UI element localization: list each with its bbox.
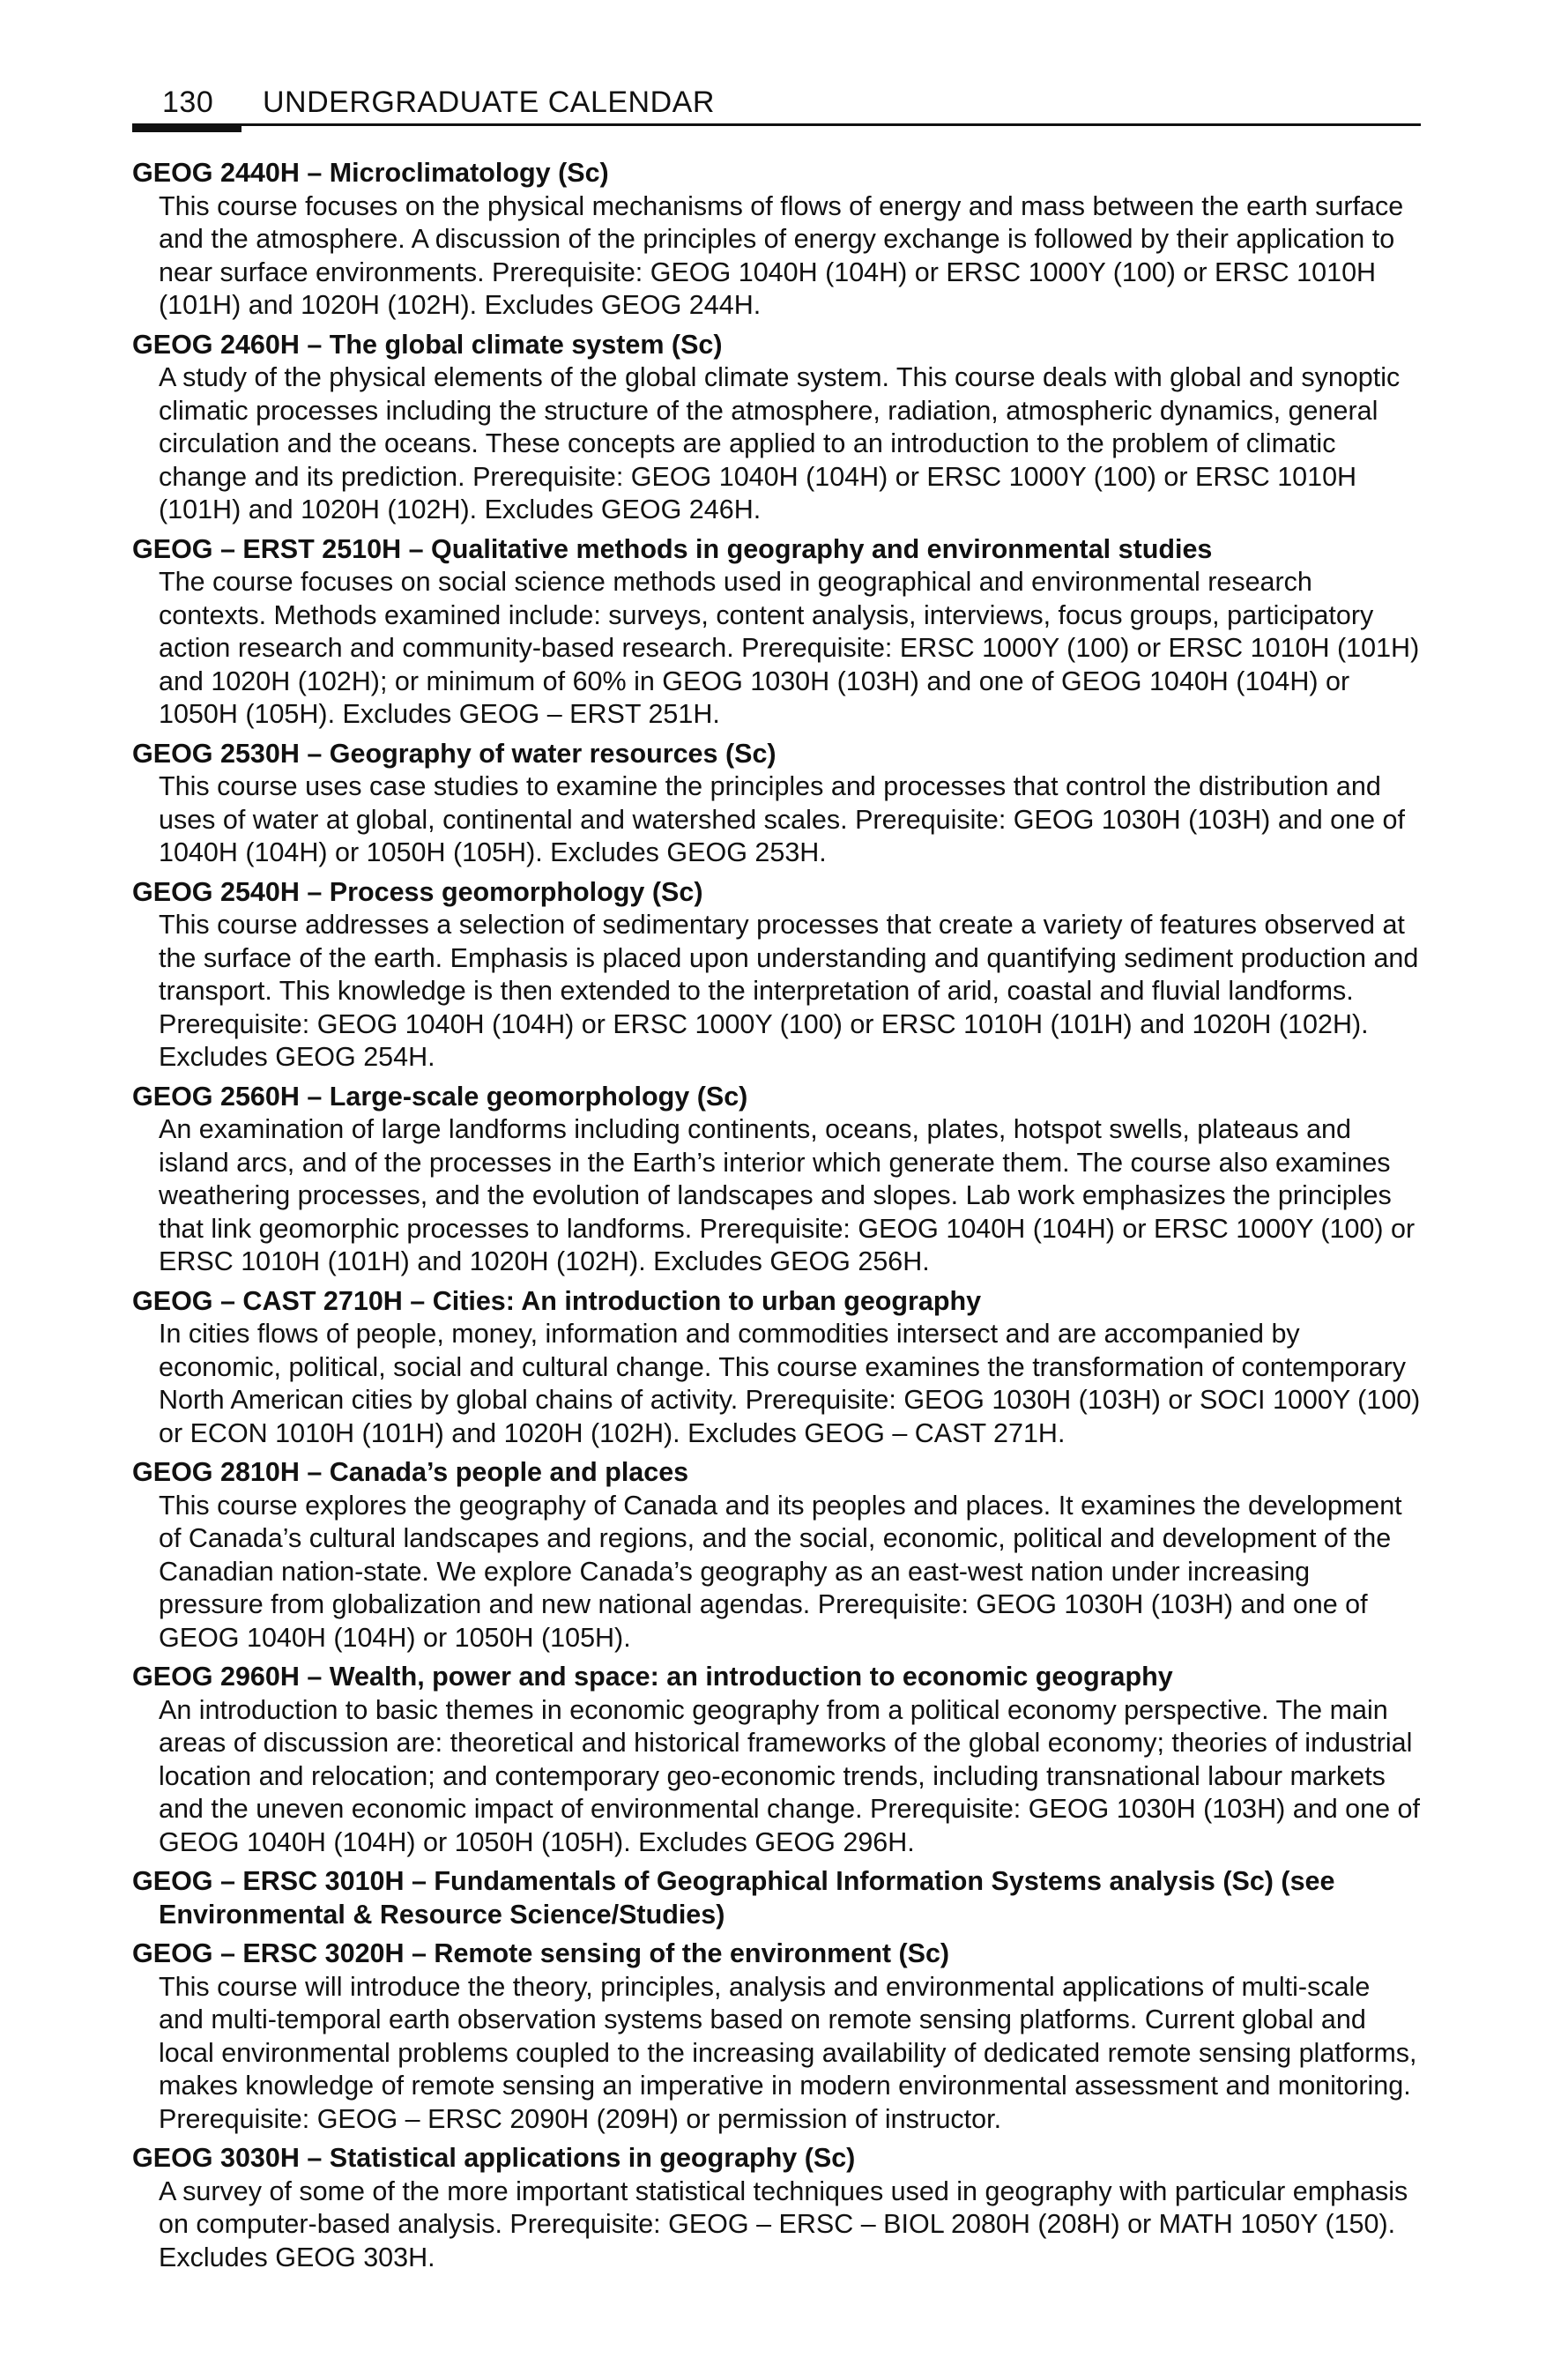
course-entry-geog-erst-2510h <box>132 533 1421 732</box>
course-title: GEOG 2530H – Geography of water resources (Sc) <box>132 738 776 769</box>
course-title: GEOG 2460H – The global climate system (Sc) <box>132 329 723 360</box>
header-rule-block <box>132 123 241 132</box>
course-entry-geog-2530h <box>132 738 1421 870</box>
course-description: The course focuses on social science methods used in geographical and environmental research contexts. Methods examined include: surveys, content analysis, interviews, focus groups, participatory action research and community-based research. Prerequisite: ERSC 1000Y (100) or ERSC 1010H (101H) and 1020H (102H); or minimum of 60% in GEOG 1030H (103H) and one of GEOG 1040H (104H) or 1050H (105H). Excludes GEOG – ERST 251H. <box>159 567 1420 729</box>
course-entry-geog-2810h <box>132 1456 1421 1655</box>
course-title: GEOG – ERSC 3010H – Fundamentals of Geographical Information Systems analysis (Sc) (see Environmental & Resource Science/Studies) <box>132 1866 1335 1930</box>
course-title: GEOG – ERST 2510H – Qualitative methods in geography and environmental studies <box>132 533 1213 564</box>
running-header-title: UNDERGRADUATE CALENDAR <box>263 86 715 119</box>
course-entry-geog-2540h <box>132 876 1421 1075</box>
course-title: GEOG 2810H – Canada’s people and places <box>132 1457 689 1487</box>
course-entry-geog-2960h <box>132 1661 1421 1859</box>
course-list <box>132 157 1421 2280</box>
course-title: GEOG 3030H – Statistical applications in geography (Sc) <box>132 2143 856 2173</box>
course-description: In cities flows of people, money, information and commodities intersect and are accompanied by economic, political, social and cultural change. This course examines the transformation of contemporary North American cities by global chains of activity. Prerequisite: GEOG 1030H (103H) or SOCI 1000Y (100) or ECON 1010H (101H) and 1020H (102H). Excludes GEOG – CAST 271H. <box>159 1319 1421 1448</box>
course-description: This course uses case studies to examine the principles and processes that control the distribution and uses of water at global, continental and watershed scales. Prerequisite: GEOG 1030H (103H) and one of 1040H (104H) or 1050H (105H). Excludes GEOG 253H. <box>159 771 1405 867</box>
course-entry-geog-ersc-3020h <box>132 1937 1421 2136</box>
course-title: GEOG 2540H – Process geomorphology (Sc) <box>132 876 703 907</box>
course-description: A survey of some of the more important statistical techniques used in geography with particular emphasis on computer-based analysis. Prerequisite: GEOG – ERSC – BIOL 2080H (208H) or MATH 1050Y (150). Excludes GEOG 303H. <box>159 2175 1408 2272</box>
course-title: GEOG – CAST 2710H – Cities: An introduction to urban geography <box>132 1285 982 1316</box>
page-number: 130 <box>162 86 214 119</box>
course-entry-geog-2560h <box>132 1081 1421 1279</box>
course-title: GEOG 2560H – Large-scale geomorphology (Sc) <box>132 1081 748 1112</box>
course-title: GEOG 2960H – Wealth, power and space: an introduction to economic geography <box>132 1662 1173 1692</box>
course-description: This course will introduce the theory, principles, analysis and environmental applications of multi-scale and multi-temporal earth observation systems based on remote sensing platforms. Current global and local environmental problems coupled to the increasing availability of dedicated remote sensing platforms, makes knowledge of remote sensing an imperative in modern environmental assessment and monitoring. Prerequisite: GEOG – ERSC 2090H (209H) or permission of instructor. <box>159 1971 1417 2134</box>
course-entry-geog-2460h <box>132 329 1421 527</box>
course-title: GEOG 2440H – Microclimatology (Sc) <box>132 158 609 188</box>
course-description: An introduction to basic themes in economic geography from a political economy perspective. The main areas of discussion are: theoretical and historical frameworks of the global economy; theories of industrial location and relocation; and contemporary geo-economic trends, including transnational labour markets and the uneven economic impact of environmental change. Prerequisite: GEOG 1030H (103H) and one of GEOG 1040H (104H) or 1050H (105H). Excludes GEOG 296H. <box>159 1694 1420 1857</box>
page-header <box>132 81 1421 127</box>
course-entry-geog-3030h <box>132 2142 1421 2274</box>
course-description: This course addresses a selection of sedimentary processes that create a variety of features observed at the surface of the earth. Emphasis is placed upon understanding and quantifying sediment production and transport. This knowledge is then extended to the interpretation of arid, coastal and fluvial landforms. Prerequisite: GEOG 1040H (104H) or ERSC 1000Y (100) or ERSC 1010H (101H) and 1020H (102H). Excludes GEOG 254H. <box>159 910 1419 1072</box>
course-entry-geog-ersc-3010h <box>132 1865 1421 1931</box>
course-description: This course explores the geography of Canada and its peoples and places. It examines the development of Canada’s cultural landscapes and regions, and the social, economic, political and development of the Canadian nation-state. We explore Canada’s geography as an east-west nation under increasing pressure from globalization and new national agendas. Prerequisite: GEOG 1030H (103H) and one of GEOG 1040H (104H) or 1050H (105H). <box>159 1490 1402 1653</box>
header-rule <box>132 123 1421 126</box>
course-description: An examination of large landforms including continents, oceans, plates, hotspot swells, plateaus and island arcs, and of the processes in the Earth’s interior which generate them. The course also examines weathering processes, and the evolution of landscapes and slopes. Lab work emphasizes the principles that link geomorphic processes to landforms. Prerequisite: GEOG 1040H (104H) or ERSC 1000Y (100) or ERSC 1010H (101H) and 1020H (102H). Excludes GEOG 256H. <box>159 1114 1416 1276</box>
course-title: GEOG – ERSC 3020H – Remote sensing of the environment (Sc) <box>132 1938 950 1968</box>
course-entry-geog-cast-2710h <box>132 1285 1421 1451</box>
course-description: This course focuses on the physical mechanisms of flows of energy and mass between the earth surface and the atmosphere. A discussion of the principles of energy exchange is followed by their application to near surface environments. Prerequisite: GEOG 1040H (104H) or ERSC 1000Y (100) or ERSC 1010H (101H) and 1020H (102H). Excludes GEOG 244H. <box>159 190 1404 320</box>
course-description: A study of the physical elements of the global climate system. This course deals with global and synoptic climatic processes including the structure of the atmosphere, radiation, atmospheric dynamics, general circulation and the oceans. These concepts are applied to an introduction to the problem of climatic change and its prediction. Prerequisite: GEOG 1040H (104H) or ERSC 1000Y (100) or ERSC 1010H (101H) and 1020H (102H). Excludes GEOG 246H. <box>159 362 1401 524</box>
course-entry-geog-2440h <box>132 157 1421 323</box>
